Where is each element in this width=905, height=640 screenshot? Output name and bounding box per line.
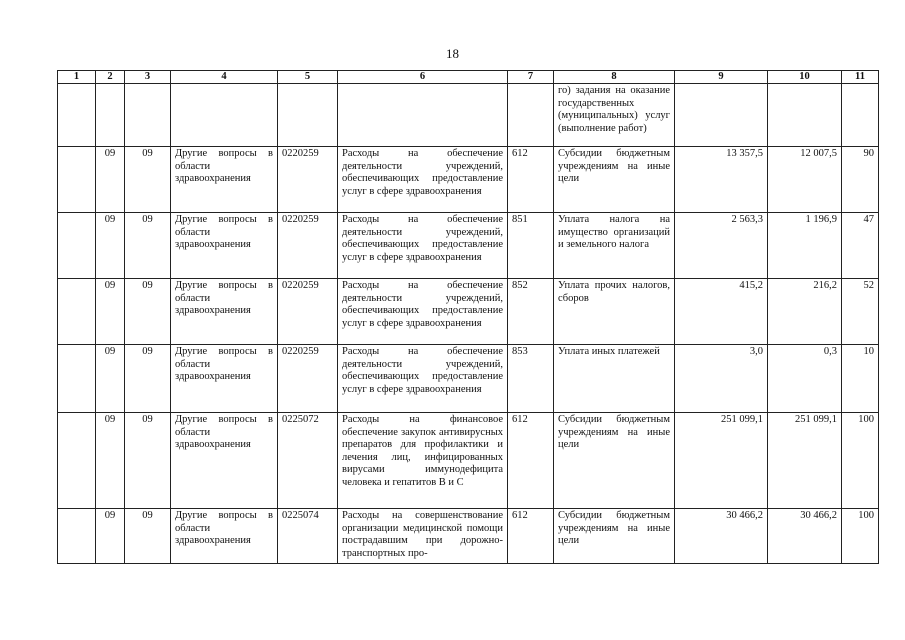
column-header: 3 (125, 71, 171, 84)
cell-col7: 853 (508, 345, 554, 413)
cell-col4: Другие вопросы в области здравоохранения (171, 279, 278, 345)
cell-col1 (58, 213, 96, 279)
cell-col2: 09 (96, 345, 125, 413)
column-header: 5 (278, 71, 338, 84)
column-header: 1 (58, 71, 96, 84)
cell-col4 (171, 84, 278, 147)
cell-col10: 30 466,2 (768, 509, 842, 564)
cell-col11: 10 (842, 345, 879, 413)
cell-col7: 851 (508, 213, 554, 279)
cell-col4: Другие вопросы в области здравоохранения (171, 509, 278, 564)
column-header: 6 (338, 71, 508, 84)
column-header: 9 (675, 71, 768, 84)
cell-col9 (675, 84, 768, 147)
cell-col7 (508, 84, 554, 147)
cell-col2: 09 (96, 147, 125, 213)
cell-col9: 13 357,5 (675, 147, 768, 213)
cell-col3: 09 (125, 509, 171, 564)
cell-col4: Другие вопросы в области здравоохранения (171, 413, 278, 509)
cell-col10: 1 196,9 (768, 213, 842, 279)
cell-col7: 612 (508, 147, 554, 213)
cell-col10 (768, 84, 842, 147)
cell-col10: 12 007,5 (768, 147, 842, 213)
cell-col2: 09 (96, 413, 125, 509)
cell-col11 (842, 84, 879, 147)
cell-col6: Расходы на обеспечение деятельности учреждений, обеспечивающих предоставление услуг в сфере здравоохранения (338, 147, 508, 213)
cell-col7: 612 (508, 413, 554, 509)
cell-col8: Уплата иных платежей (554, 345, 675, 413)
cell-col2: 09 (96, 509, 125, 564)
cell-col11: 90 (842, 147, 879, 213)
cell-col9: 251 099,1 (675, 413, 768, 509)
cell-col9: 415,2 (675, 279, 768, 345)
cell-col2: 09 (96, 213, 125, 279)
column-header: 4 (171, 71, 278, 84)
cell-col2: 09 (96, 279, 125, 345)
table-row (58, 279, 879, 345)
cell-col10: 251 099,1 (768, 413, 842, 509)
cell-col5 (278, 84, 338, 147)
cell-col10: 216,2 (768, 279, 842, 345)
cell-col5: 0220259 (278, 147, 338, 213)
cell-col4: Другие вопросы в области здравоохранения (171, 345, 278, 413)
cell-col5: 0225074 (278, 509, 338, 564)
cell-col5: 0225072 (278, 413, 338, 509)
cell-col1 (58, 279, 96, 345)
cell-col5: 0220259 (278, 279, 338, 345)
cell-col6: Расходы на совершенствование организации медицинской помощи пострадавшим при дорожно-транспортных про- (338, 509, 508, 564)
cell-col11: 100 (842, 509, 879, 564)
cell-col11: 47 (842, 213, 879, 279)
cell-col2 (96, 84, 125, 147)
cell-col8: Субсидии бюджетным учреждениям на иные цели (554, 509, 675, 564)
page-number: 18 (446, 46, 459, 61)
cell-col8: Уплата прочих налогов, сборов (554, 279, 675, 345)
cell-col4: Другие вопросы в области здравоохранения (171, 147, 278, 213)
cell-col9: 3,0 (675, 345, 768, 413)
header-row (58, 71, 879, 84)
cell-col6: Расходы на обеспечение деятельности учреждений, обеспечивающих предоставление услуг в сфере здравоохранения (338, 345, 508, 413)
cell-col1 (58, 147, 96, 213)
cell-col6: Расходы на обеспечение деятельности учреждений, обеспечивающих предоставление услуг в сфере здравоохранения (338, 279, 508, 345)
table-row (58, 345, 879, 413)
cell-col8: Уплата налога на имущество организаций и земельного налога (554, 213, 675, 279)
column-header: 11 (842, 71, 879, 84)
cell-col8: Субсидии бюджетным учреждениям на иные цели (554, 147, 675, 213)
cell-col3 (125, 84, 171, 147)
cell-col3: 09 (125, 413, 171, 509)
cell-col1 (58, 509, 96, 564)
cell-col3: 09 (125, 213, 171, 279)
cell-col3: 09 (125, 279, 171, 345)
column-header: 7 (508, 71, 554, 84)
table-row (58, 213, 879, 279)
budget-table (57, 70, 879, 564)
cell-col11: 100 (842, 413, 879, 509)
cell-col3: 09 (125, 147, 171, 213)
cell-col9: 30 466,2 (675, 509, 768, 564)
table-row (58, 84, 879, 147)
column-header: 2 (96, 71, 125, 84)
cell-col7: 612 (508, 509, 554, 564)
cell-col1 (58, 413, 96, 509)
cell-col3: 09 (125, 345, 171, 413)
cell-col7: 852 (508, 279, 554, 345)
cell-col8: го) задания на оказание государственных (муниципальных) услуг (выполнение работ) (554, 84, 675, 147)
cell-col5: 0220259 (278, 213, 338, 279)
cell-col6 (338, 84, 508, 147)
cell-col8: Субсидии бюджетным учреждениям на иные цели (554, 413, 675, 509)
column-header: 10 (768, 71, 842, 84)
cell-col1 (58, 345, 96, 413)
cell-col1 (58, 84, 96, 147)
table-row (58, 413, 879, 509)
cell-col5: 0220259 (278, 345, 338, 413)
cell-col11: 52 (842, 279, 879, 345)
table-row (58, 147, 879, 213)
column-header: 8 (554, 71, 675, 84)
cell-col9: 2 563,3 (675, 213, 768, 279)
cell-col6: Расходы на финансовое обеспечение закупок антивирусных препаратов для профилактики и лечения лиц, инфицированных вирусами иммунодефицита человека и гепатитов В и С (338, 413, 508, 509)
cell-col10: 0,3 (768, 345, 842, 413)
cell-col4: Другие вопросы в области здравоохранения (171, 213, 278, 279)
table-row (58, 509, 879, 564)
cell-col6: Расходы на обеспечение деятельности учреждений, обеспечивающих предоставление услуг в сфере здравоохранения (338, 213, 508, 279)
